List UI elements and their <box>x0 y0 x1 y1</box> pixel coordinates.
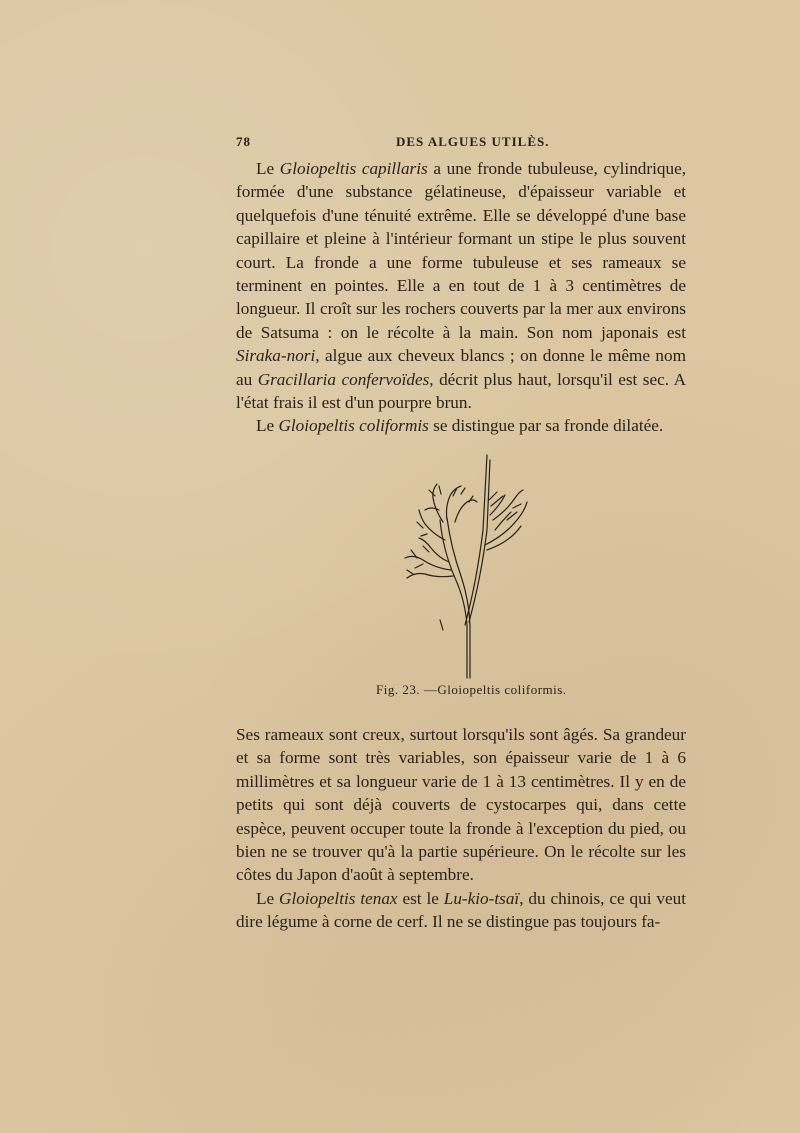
japanese-name: Siraka-nori <box>236 346 316 366</box>
paragraph-capillaris <box>236 157 686 414</box>
running-head <box>236 134 686 154</box>
text-span: Le <box>256 888 280 908</box>
paragraph-coliformis-desc <box>236 723 686 887</box>
figure-caption: Fig. 23. —Gloiopeltis coliformis. <box>376 682 567 697</box>
seaweed-illustration <box>395 450 545 682</box>
paragraph-coliformis-intro <box>236 414 686 437</box>
page-number: 78 <box>236 134 251 149</box>
species-name: Gloiopeltis tenax <box>279 888 398 908</box>
text-span: a une fronde tubuleuse, cylindrique, formée d'une substance gélatineuse, d'épaisseur variable et quelquefois d'une ténuité extrême. Elle se développé d'une base capillaire et pleine à l'intérieur formant un stipe le plus souvent court. La fronde a une forme tubuleuse et ses rameaux se terminent en pointes. Elle a en tout de 1 à 3 centimètres de longueur. Il croît sur les rochers couverts par la mer aux environs de Satsuma : on le récolte à la main. Son nom japonais est <box>236 159 686 342</box>
text-block-bottom <box>236 723 686 934</box>
chinese-name: Lu-kio-tsaï <box>443 888 520 908</box>
paragraph-tenax <box>236 887 686 934</box>
species-name: Gloiopeltis coliformis <box>278 416 429 436</box>
text-span: , du chinois, ce qui veut dire légume à corne de cerf. Il ne se distingue pas toujours fa- <box>236 888 686 932</box>
text-span: , algue aux cheveux blancs ; on donne le même nom au <box>236 346 686 389</box>
species-name: Gracillaria confervoïdes <box>257 369 430 389</box>
text-span: Le <box>256 416 279 436</box>
species-name: Gloiopeltis capillaris <box>279 159 428 178</box>
text-span: , décrit plus haut, lorsqu'il est sec. A l'état frais il est d'un pourpre brun. <box>236 369 686 413</box>
text-block-top <box>236 157 686 438</box>
text-span: Ses rameaux sont creux, surtout lorsqu'ils sont âgés. Sa grandeur et sa forme sont très variables, son épaisseur varie de 1 à 6 millimètres et sa longueur varie de 1 à 13 centimètres. Il y en de petits qui sont déjà couverts de cystocarpes qui, dans cette espèce, peuvent occuper toute la fronde à l'exception du pied, ou bien ne se trouver qu'à la partie supérieure. On le récolte sur les côtes du Japon d'août à septembre. <box>236 725 686 885</box>
text-span: Le <box>256 159 280 178</box>
text-span: est le <box>397 888 444 908</box>
text-span: se distingue par sa fronde dilatée. <box>428 416 664 436</box>
running-title: DES ALGUES UTILÈS. <box>396 134 550 149</box>
